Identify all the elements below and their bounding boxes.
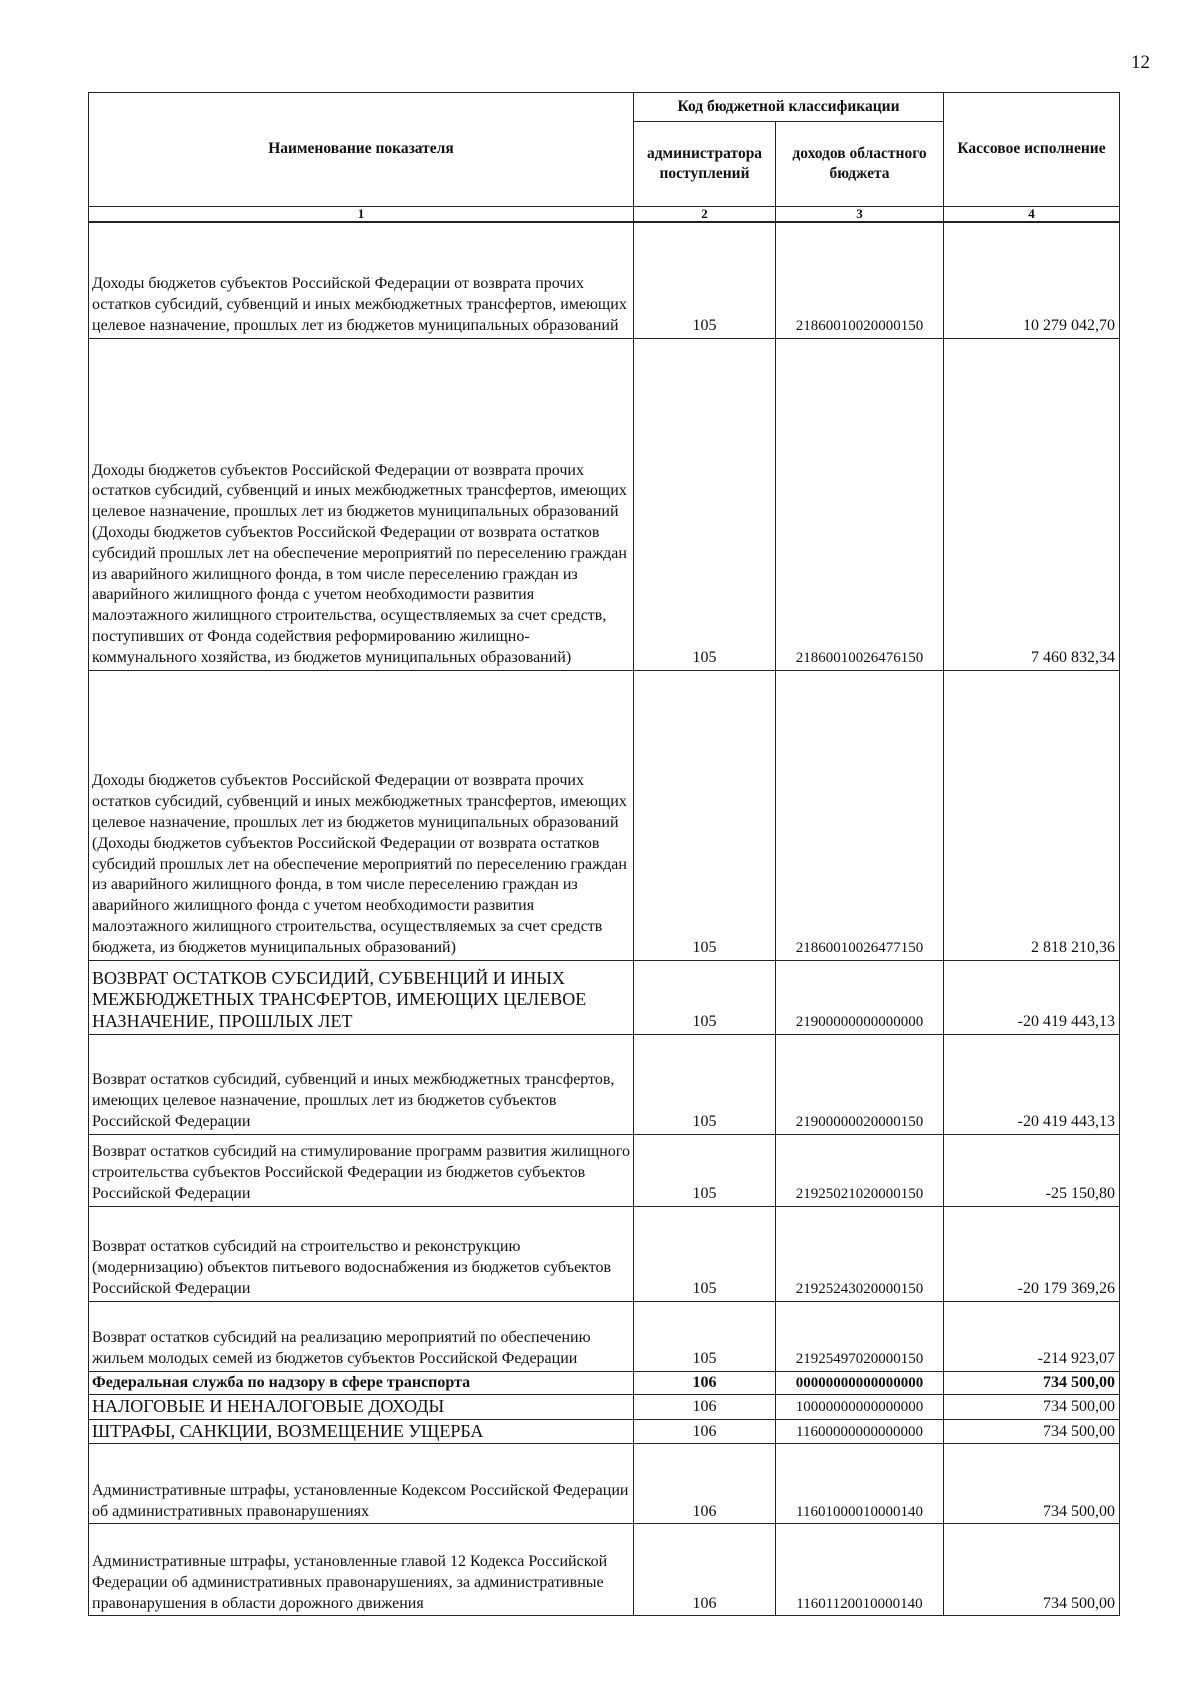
row-administrator-code: 106 — [634, 1371, 776, 1395]
row-administrator-code: 106 — [634, 1395, 776, 1420]
row-cash-amount: 7 460 832,34 — [944, 338, 1120, 670]
table-row — [89, 1206, 1120, 1301]
row-administrator-code: 105 — [634, 1206, 776, 1301]
row-cash-amount: -20 179 369,26 — [944, 1206, 1120, 1301]
row-administrator-code: 105 — [634, 960, 776, 1034]
table-body — [89, 222, 1120, 1616]
row-cash-amount: 734 500,00 — [944, 1524, 1120, 1616]
row-indicator-name: Возврат остатков субсидий на стимулирование программ развития жилищного строительства субъектов Российской Федерации из бюджетов субъектов Российской Федерации — [89, 1134, 634, 1206]
row-indicator-name: НАЛОГОВЫЕ И НЕНАЛОГОВЫЕ ДОХОДЫ — [89, 1395, 634, 1420]
row-income-code: 11601120010000140 — [776, 1524, 944, 1616]
row-indicator-name: Доходы бюджетов субъектов Российской Федерации от возврата прочих остатков субсидий, субвенций и иных межбюджетных трансфертов, имеющих целевое назначение, прошлых лет из бюджетов муниципальных образований (Доходы бюджетов субъектов Российской Федерации от возврата остатков субсидий прошлых лет на обеспечение мероприятий по переселению граждан из аварийного жилищного фонда, в том числе переселению граждан из аварийного жилищного фонда с учетом необходимости развития малоэтажного жилищного строительства, осуществляемых за счет средств бюджета, из бюджетов муниципальных образований) — [89, 670, 634, 960]
table-row — [89, 1395, 1120, 1420]
row-indicator-name: Возврат остатков субсидий, субвенций и иных межбюджетных трансфертов, имеющих целевое назначение, прошлых лет из бюджетов субъектов Российской Федерации — [89, 1034, 634, 1134]
column-index-4: 4 — [944, 207, 1120, 223]
table-row — [89, 1034, 1120, 1134]
row-administrator-code: 105 — [634, 670, 776, 960]
row-cash-amount: 2 818 210,36 — [944, 670, 1120, 960]
row-cash-amount: 734 500,00 — [944, 1419, 1120, 1444]
row-administrator-code: 105 — [634, 1034, 776, 1134]
page-number: 12 — [1131, 52, 1150, 73]
row-income-code: 21925243020000150 — [776, 1206, 944, 1301]
row-income-code: 21900000020000150 — [776, 1034, 944, 1134]
row-indicator-name: Федеральная служба по надзору в сфере транспорта — [89, 1371, 634, 1395]
row-income-code: 21925021020000150 — [776, 1134, 944, 1206]
row-administrator-code: 106 — [634, 1444, 776, 1524]
header-regional-income: доходов областного бюджета — [776, 122, 944, 207]
header-administrator: администратора поступлений — [634, 122, 776, 207]
row-income-code: 21900000000000000 — [776, 960, 944, 1034]
header-cash-execution: Кассовое исполнение — [944, 93, 1120, 207]
row-administrator-code: 106 — [634, 1524, 776, 1616]
row-indicator-name: Возврат остатков субсидий на строительство и реконструкцию (модернизацию) объектов питьевого водоснабжения из бюджетов субъектов Российской Федерации — [89, 1206, 634, 1301]
column-index-2: 2 — [634, 207, 776, 223]
column-index-1: 1 — [89, 207, 634, 223]
table-row — [89, 1419, 1120, 1444]
row-income-code: 10000000000000000 — [776, 1395, 944, 1420]
row-income-code: 21860010026476150 — [776, 338, 944, 670]
row-cash-amount: -25 150,80 — [944, 1134, 1120, 1206]
row-income-code: 00000000000000000 — [776, 1371, 944, 1395]
row-indicator-name: Административные штрафы, установленные главой 12 Кодекса Российской Федерации об административных правонарушениях, за административные правонарушения в области дорожного движения — [89, 1524, 634, 1616]
column-index-3: 3 — [776, 207, 944, 223]
table-row — [89, 670, 1120, 960]
row-indicator-name: Возврат остатков субсидий на реализацию мероприятий по обеспечению жильем молодых семей из бюджетов субъектов Российской Федерации — [89, 1301, 634, 1371]
header-indicator-name: Наименование показателя — [89, 93, 634, 207]
row-administrator-code: 105 — [634, 222, 776, 338]
row-indicator-name: ВОЗВРАТ ОСТАТКОВ СУБСИДИЙ, СУБВЕНЦИЙ И ИНЫХ МЕЖБЮДЖЕТНЫХ ТРАНСФЕРТОВ, ИМЕЮЩИХ ЦЕЛЕВОЕ НАЗНАЧЕНИЕ, ПРОШЛЫХ ЛЕТ — [89, 960, 634, 1034]
row-income-code: 21860010026477150 — [776, 670, 944, 960]
row-cash-amount: -20 419 443,13 — [944, 1034, 1120, 1134]
row-income-code: 11601000010000140 — [776, 1444, 944, 1524]
table-row — [89, 1301, 1120, 1371]
row-indicator-name: Доходы бюджетов субъектов Российской Федерации от возврата прочих остатков субсидий, субвенций и иных межбюджетных трансфертов, имеющих целевое назначение, прошлых лет из бюджетов муниципальных образований (Доходы бюджетов субъектов Российской Федерации от возврата остатков субсидий прошлых лет на обеспечение мероприятий по переселению граждан из аварийного жилищного фонда, в том числе переселению граждан из аварийного жилищного фонда с учетом необходимости развития малоэтажного жилищного строительства, осуществляемых за счет средств, поступивших от Фонда содействия реформированию жилищно-коммунального хозяйства, из бюджетов муниципальных образований) — [89, 338, 634, 670]
row-cash-amount: 734 500,00 — [944, 1444, 1120, 1524]
budget-execution-table — [88, 92, 1120, 1616]
row-indicator-name: Административные штрафы, установленные Кодексом Российской Федерации об административных правонарушениях — [89, 1444, 634, 1524]
row-indicator-name: Доходы бюджетов субъектов Российской Федерации от возврата прочих остатков субсидий, субвенций и иных межбюджетных трансфертов, имеющих целевое назначение, прошлых лет из бюджетов муниципальных образований — [89, 222, 634, 338]
row-administrator-code: 105 — [634, 1301, 776, 1371]
table-row — [89, 1444, 1120, 1524]
row-income-code: 21860010020000150 — [776, 222, 944, 338]
row-administrator-code: 106 — [634, 1419, 776, 1444]
row-cash-amount: -20 419 443,13 — [944, 960, 1120, 1034]
table-row — [89, 1134, 1120, 1206]
row-administrator-code: 105 — [634, 338, 776, 670]
table-header — [89, 93, 1120, 223]
row-administrator-code: 105 — [634, 1134, 776, 1206]
table-row — [89, 1524, 1120, 1616]
table-row — [89, 338, 1120, 670]
table-row — [89, 222, 1120, 338]
row-income-code: 11600000000000000 — [776, 1419, 944, 1444]
table-row — [89, 960, 1120, 1034]
row-cash-amount: 734 500,00 — [944, 1371, 1120, 1395]
row-cash-amount: 10 279 042,70 — [944, 222, 1120, 338]
row-cash-amount: -214 923,07 — [944, 1301, 1120, 1371]
row-income-code: 21925497020000150 — [776, 1301, 944, 1371]
row-indicator-name: ШТРАФЫ, САНКЦИИ, ВОЗМЕЩЕНИЕ УЩЕРБА — [89, 1419, 634, 1444]
table-row — [89, 1371, 1120, 1395]
header-classification-code: Код бюджетной классификации — [634, 93, 944, 122]
row-cash-amount: 734 500,00 — [944, 1395, 1120, 1420]
